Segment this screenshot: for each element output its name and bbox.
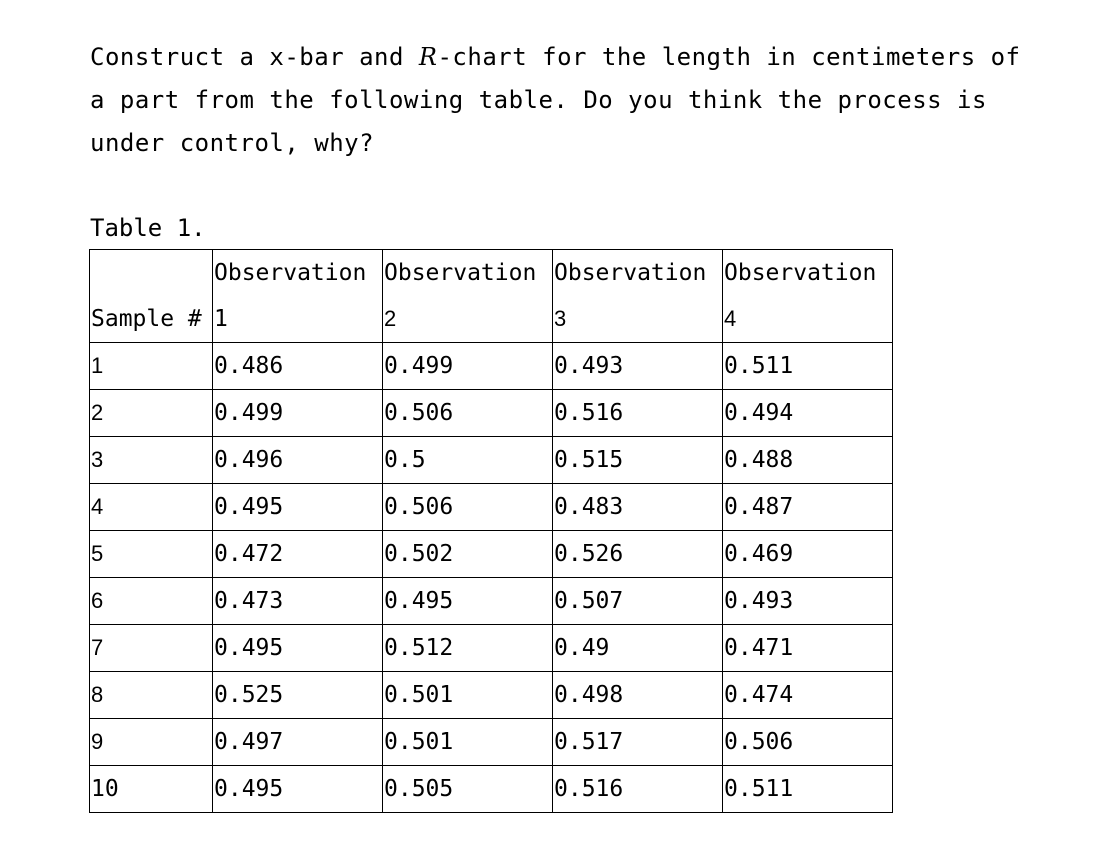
observation-value: 0.511 bbox=[724, 353, 794, 379]
observation-value: 0.497 bbox=[214, 729, 284, 755]
observation-value-cell bbox=[723, 719, 893, 766]
observation-value-cell bbox=[553, 437, 723, 484]
sample-number-cell bbox=[90, 766, 213, 813]
sample-number-cell bbox=[90, 719, 213, 766]
observation-value: 0.506 bbox=[384, 400, 454, 426]
observation-value-cell bbox=[383, 484, 553, 531]
sample-number: 8 bbox=[91, 682, 104, 707]
observation-value: 0.494 bbox=[724, 400, 794, 426]
observation-value-cell bbox=[383, 437, 553, 484]
observation-value: 0.507 bbox=[554, 588, 624, 614]
observation-number: 4 bbox=[724, 306, 737, 331]
observation-number: 1 bbox=[214, 306, 228, 332]
observation-value: 0.473 bbox=[214, 588, 284, 614]
observation-value-cell bbox=[383, 578, 553, 625]
observation-value: 0.517 bbox=[554, 729, 624, 755]
observation-value-cell bbox=[723, 343, 893, 390]
observation-value-cell bbox=[383, 719, 553, 766]
sample-number: 10 bbox=[91, 776, 119, 802]
sample-number: 4 bbox=[91, 494, 104, 519]
observation-value-cell bbox=[723, 625, 893, 672]
observation-value: 0.493 bbox=[554, 353, 624, 379]
observation-label: Observation bbox=[724, 260, 877, 286]
observation-value: 0.495 bbox=[214, 494, 284, 520]
observation-value-cell bbox=[723, 578, 893, 625]
sample-number-cell bbox=[90, 578, 213, 625]
sample-number-cell bbox=[90, 390, 213, 437]
observation-value-cell bbox=[723, 531, 893, 578]
table-caption: Table 1. bbox=[90, 214, 206, 242]
sample-number-cell bbox=[90, 437, 213, 484]
sample-number: 9 bbox=[91, 729, 104, 754]
observation-value: 0.495 bbox=[214, 635, 284, 661]
observation-value-cell bbox=[213, 578, 383, 625]
table-row bbox=[90, 719, 893, 766]
observation-value-cell bbox=[383, 390, 553, 437]
observation-value-cell bbox=[553, 484, 723, 531]
header-cell-observation-2 bbox=[383, 250, 553, 343]
observation-value: 0.505 bbox=[384, 776, 454, 802]
observation-value: 0.483 bbox=[554, 494, 624, 520]
table-header-row bbox=[90, 250, 893, 343]
r-chart-letter: R bbox=[418, 43, 438, 71]
observation-value: 0.493 bbox=[724, 588, 794, 614]
observation-value: 0.516 bbox=[554, 400, 624, 426]
observation-label: Observation bbox=[384, 260, 537, 286]
sample-number-cell bbox=[90, 625, 213, 672]
table-row bbox=[90, 625, 893, 672]
observation-value-cell bbox=[383, 766, 553, 813]
observation-value-cell bbox=[213, 484, 383, 531]
observation-value: 0.511 bbox=[724, 776, 794, 802]
sample-number: 6 bbox=[91, 588, 104, 613]
observation-value: 0.486 bbox=[214, 353, 284, 379]
question-part-2: -chart for the length in centimeters of a part from the following table. Do you think the process is under control, why? bbox=[90, 43, 1021, 157]
table-row bbox=[90, 766, 893, 813]
sample-number-cell bbox=[90, 484, 213, 531]
sample-number: 1 bbox=[91, 353, 104, 378]
observation-value-cell bbox=[553, 625, 723, 672]
observation-value: 0.498 bbox=[554, 682, 624, 708]
observation-value-cell bbox=[553, 343, 723, 390]
sample-number: 2 bbox=[91, 400, 104, 425]
observation-value: 0.495 bbox=[214, 776, 284, 802]
table-row bbox=[90, 484, 893, 531]
observation-number: 2 bbox=[384, 306, 397, 331]
table-row bbox=[90, 390, 893, 437]
observation-value-cell bbox=[723, 390, 893, 437]
table-row bbox=[90, 437, 893, 484]
observation-value: 0.474 bbox=[724, 682, 794, 708]
observation-value: 0.471 bbox=[724, 635, 794, 661]
table-row bbox=[90, 531, 893, 578]
observation-label: Observation bbox=[214, 260, 367, 286]
sample-number: 3 bbox=[91, 447, 104, 472]
observation-value-cell bbox=[383, 672, 553, 719]
table-row bbox=[90, 343, 893, 390]
observation-value: 0.499 bbox=[384, 353, 454, 379]
sample-number: 7 bbox=[91, 635, 104, 660]
sample-column-label: Sample # bbox=[91, 306, 202, 332]
observation-value: 0.512 bbox=[384, 635, 454, 661]
observation-value: 0.496 bbox=[214, 447, 284, 473]
observation-value-cell bbox=[723, 437, 893, 484]
observation-value: 0.495 bbox=[384, 588, 454, 614]
observation-value: 0.469 bbox=[724, 541, 794, 567]
header-cell-sample bbox=[90, 250, 213, 343]
observation-value: 0.488 bbox=[724, 447, 794, 473]
observation-label: Observation bbox=[554, 260, 707, 286]
observation-value-cell bbox=[553, 672, 723, 719]
observation-value-cell bbox=[723, 672, 893, 719]
sample-number-cell bbox=[90, 531, 213, 578]
observation-value-cell bbox=[213, 766, 383, 813]
observation-number: 3 bbox=[554, 306, 567, 331]
observation-value-cell bbox=[723, 766, 893, 813]
observation-value: 0.501 bbox=[384, 682, 454, 708]
observation-value: 0.526 bbox=[554, 541, 624, 567]
observation-value-cell bbox=[383, 343, 553, 390]
observation-value-cell bbox=[213, 437, 383, 484]
observation-value-cell bbox=[553, 390, 723, 437]
observation-value-cell bbox=[723, 484, 893, 531]
sample-number: 5 bbox=[91, 541, 104, 566]
observation-value-cell bbox=[553, 531, 723, 578]
observation-value: 0.5 bbox=[384, 447, 426, 473]
observation-value: 0.499 bbox=[214, 400, 284, 426]
header-cell-observation-3 bbox=[553, 250, 723, 343]
observation-value-cell bbox=[553, 766, 723, 813]
data-table bbox=[89, 249, 893, 813]
observation-value: 0.515 bbox=[554, 447, 624, 473]
header-cell-observation-4 bbox=[723, 250, 893, 343]
observation-value: 0.506 bbox=[724, 729, 794, 755]
observation-value: 0.49 bbox=[554, 635, 610, 661]
observation-value: 0.506 bbox=[384, 494, 454, 520]
observation-value-cell bbox=[213, 531, 383, 578]
observation-value-cell bbox=[383, 531, 553, 578]
header-cell-observation-1 bbox=[213, 250, 383, 343]
observation-value-cell bbox=[213, 343, 383, 390]
question-part-1: Construct a x-bar and bbox=[90, 43, 419, 71]
observation-value-cell bbox=[213, 672, 383, 719]
sample-number-cell bbox=[90, 343, 213, 390]
sample-number-cell bbox=[90, 672, 213, 719]
observation-value-cell bbox=[213, 625, 383, 672]
question-text bbox=[90, 36, 1050, 165]
observation-value-cell bbox=[383, 625, 553, 672]
observation-value: 0.502 bbox=[384, 541, 454, 567]
observation-value: 0.516 bbox=[554, 776, 624, 802]
observation-value: 0.487 bbox=[724, 494, 794, 520]
observation-value-cell bbox=[213, 390, 383, 437]
table-row bbox=[90, 578, 893, 625]
observation-value: 0.472 bbox=[214, 541, 284, 567]
observation-value-cell bbox=[553, 719, 723, 766]
observation-value-cell bbox=[213, 719, 383, 766]
observation-value: 0.525 bbox=[214, 682, 284, 708]
table-row bbox=[90, 672, 893, 719]
observation-value-cell bbox=[553, 578, 723, 625]
observation-value: 0.501 bbox=[384, 729, 454, 755]
